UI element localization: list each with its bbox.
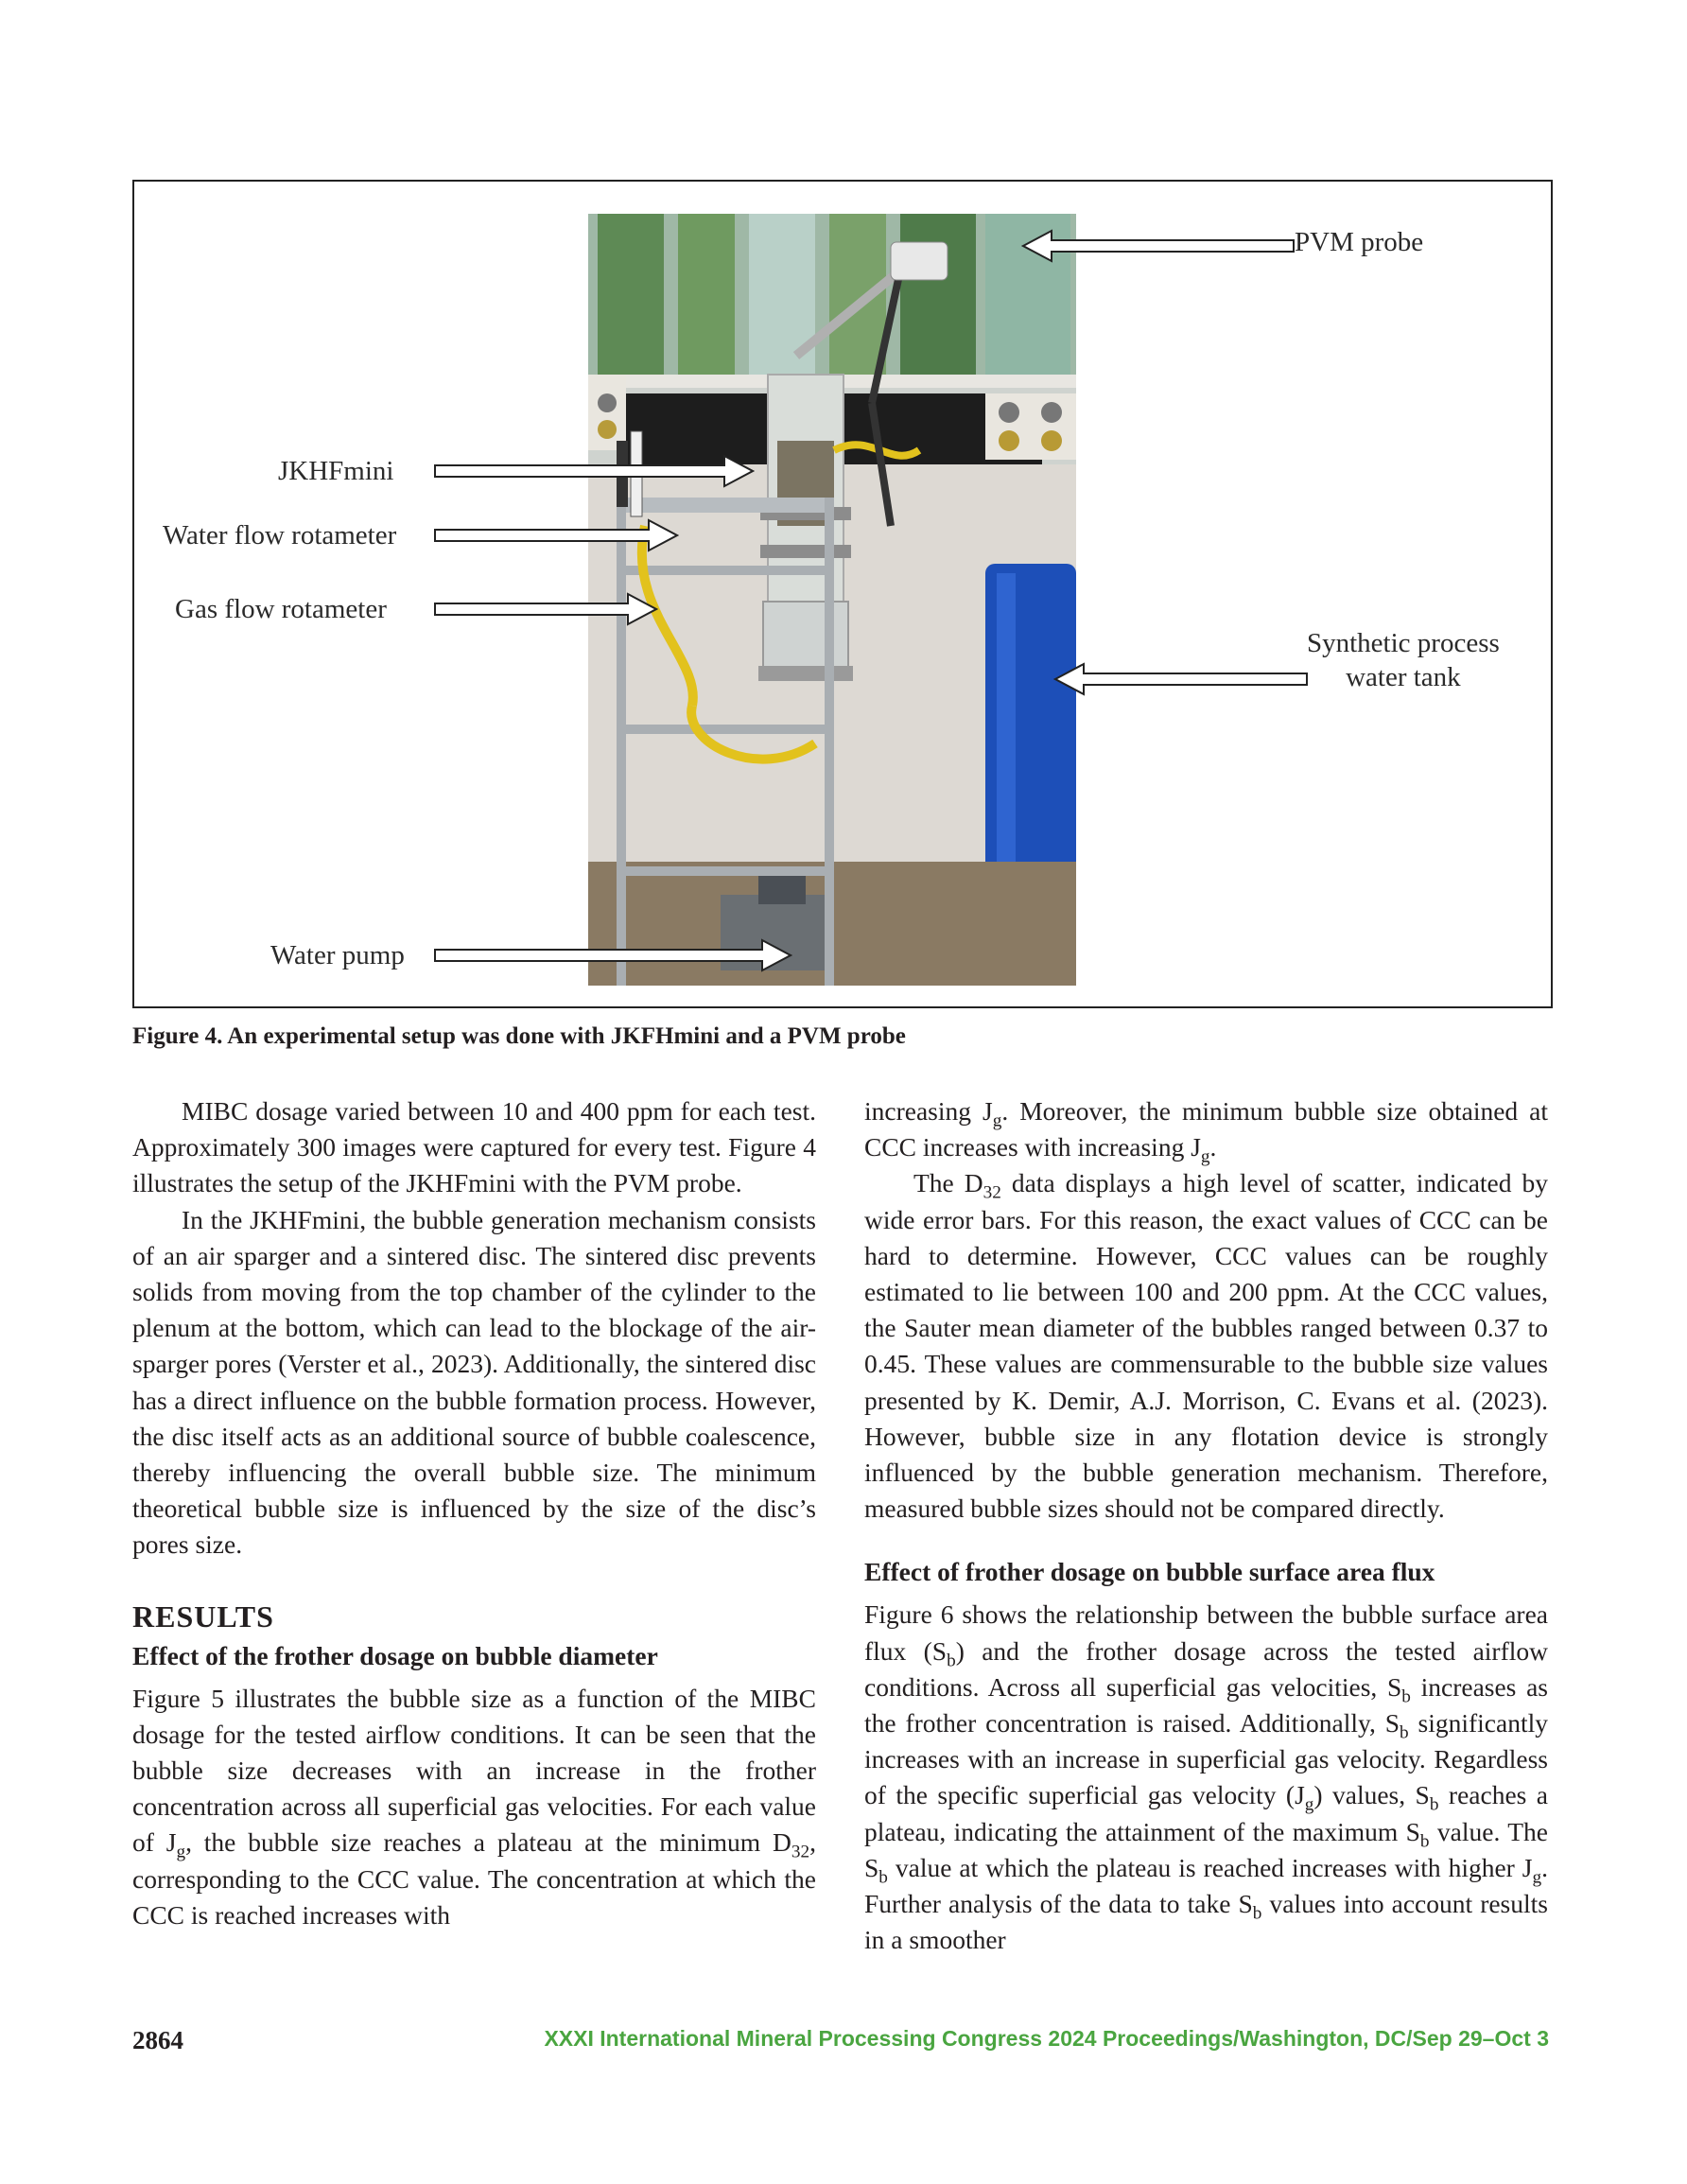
callout-synthetic-line1: Synthetic process bbox=[1307, 628, 1500, 658]
left-paragraph-2: In the JKHFmini, the bubble generation mechanism consists of an air sparger and a sintered disc. The sintered disc prevents solids from moving from the top chamber of the cylinder to the plenum at the bottom, which can lead to the blockage of the air-sparger pores (Verster et al., 2023). Additionally, the sintered disc has a direct influence on the bubble formation process. However, the disc itself acts as an additional source of bubble coalescence, thereby influencing the overall bubble size. The minimum theoretical bubble size is influenced by the size of the disc’s pores size. bbox=[132, 1204, 816, 1560]
results-heading: RESULTS bbox=[132, 1599, 274, 1634]
callout-jkhfmini: JKHFmini bbox=[278, 456, 394, 486]
subheading-surface-area-flux: Effect of frother dosage on bubble surface area flux bbox=[864, 1557, 1435, 1587]
callout-gas-flow-rotameter: Gas flow rotameter bbox=[175, 594, 387, 624]
arrow-water-pump bbox=[433, 936, 792, 974]
left-column bbox=[132, 1093, 816, 1933]
right-column bbox=[864, 1093, 1548, 1958]
callout-water-flow-rotameter: Water flow rotameter bbox=[163, 520, 397, 550]
callout-synthetic-water-tank bbox=[1307, 626, 1500, 694]
page-number: 2864 bbox=[132, 2026, 183, 2054]
left-paragraph-1: MIBC dosage varied between 10 and 400 ppm for each test. Approximately 300 images were captured for every test. Figure 4 illustrates the setup of the JKHFmini with the PVM probe. bbox=[132, 1096, 816, 1198]
arrow-gas-flow-rotameter bbox=[433, 590, 658, 628]
setup-photo-illustration bbox=[588, 214, 1076, 986]
arrow-jkhfmini bbox=[433, 452, 755, 490]
callout-water-pump: Water pump bbox=[270, 940, 405, 970]
right-paragraph-1: increasing $J_g$. Moreover, the minimum bubble size obtained at CCC increases with increasing $J_g$. bbox=[864, 1096, 1548, 1167]
subheading-bubble-diameter: Effect of the frother dosage on bubble diameter bbox=[132, 1640, 658, 1670]
figure-caption: Figure 4. An experimental setup was done with JKFHmini and a PVM probe bbox=[132, 1023, 906, 1049]
callout-pvm-probe: PVM probe bbox=[1295, 227, 1424, 257]
arrow-pvm-probe bbox=[1021, 227, 1296, 265]
arrow-water-flow-rotameter bbox=[433, 516, 679, 554]
conference-footer: XXXI International Mineral Processing Congress 2024 Proceedings/Washington, DC/Sep 29–Oct 3 bbox=[544, 2026, 1549, 2051]
callout-synthetic-line2: water tank bbox=[1346, 662, 1461, 692]
right-paragraph-3: Figure 6 shows the relationship between the bubble surface area flux $(S_b)$ and the frother dosage across the tested airflow conditions. Across all superficial gas velocities, $S_b$ increases as the frother concentration is raised. Additionally, $S_b$ significantly increases with an increase in superficial gas velocity. Regardless of the specific superficial gas velocity $(J_g)$ values, $S_b$ reaches a plateau, indicating the attainment of the maximum $S_b$ value. The $S_b$ value at which the plateau is reached increases with higher $J_g$. Further analysis of the data to take $S_b$ values into account results in a smoother bbox=[864, 1599, 1548, 1955]
figure-4-frame bbox=[132, 180, 1553, 1008]
setup-photo bbox=[588, 214, 1076, 986]
arrow-synthetic-water-tank bbox=[1053, 660, 1309, 698]
right-paragraph-2: The $D_{32}$ data displays a high level of scatter, indicated by wide error bars. For this reason, the exact values of CCC can be hard to determine. However, CCC values can be roughly estimated to lie between 100 and 200 ppm. At the CCC values, the Sauter mean diameter of the bubbles ranged between 0.37 to 0.45. These values are commensurable to the bubble size values presented by K. Demir, A.J. Morrison, C. Evans et al. (2023). However, bubble size in any flotation device is strongly influenced by the bubble generation mechanism. Therefore, measured bubble sizes should not be compared directly. bbox=[864, 1168, 1548, 1524]
left-paragraph-3: Figure 5 illustrates the bubble size as a function of the MIBC dosage for the tested airflow conditions. It can be seen that the bubble size decreases with an increase in the frother concentration across all superficial gas velocities. For each value of $J_g$, the bubble size reaches a plateau at the minimum $D_{32}$, corresponding to the CCC value. The concentration at which the CCC is reached increases with bbox=[132, 1683, 816, 1930]
